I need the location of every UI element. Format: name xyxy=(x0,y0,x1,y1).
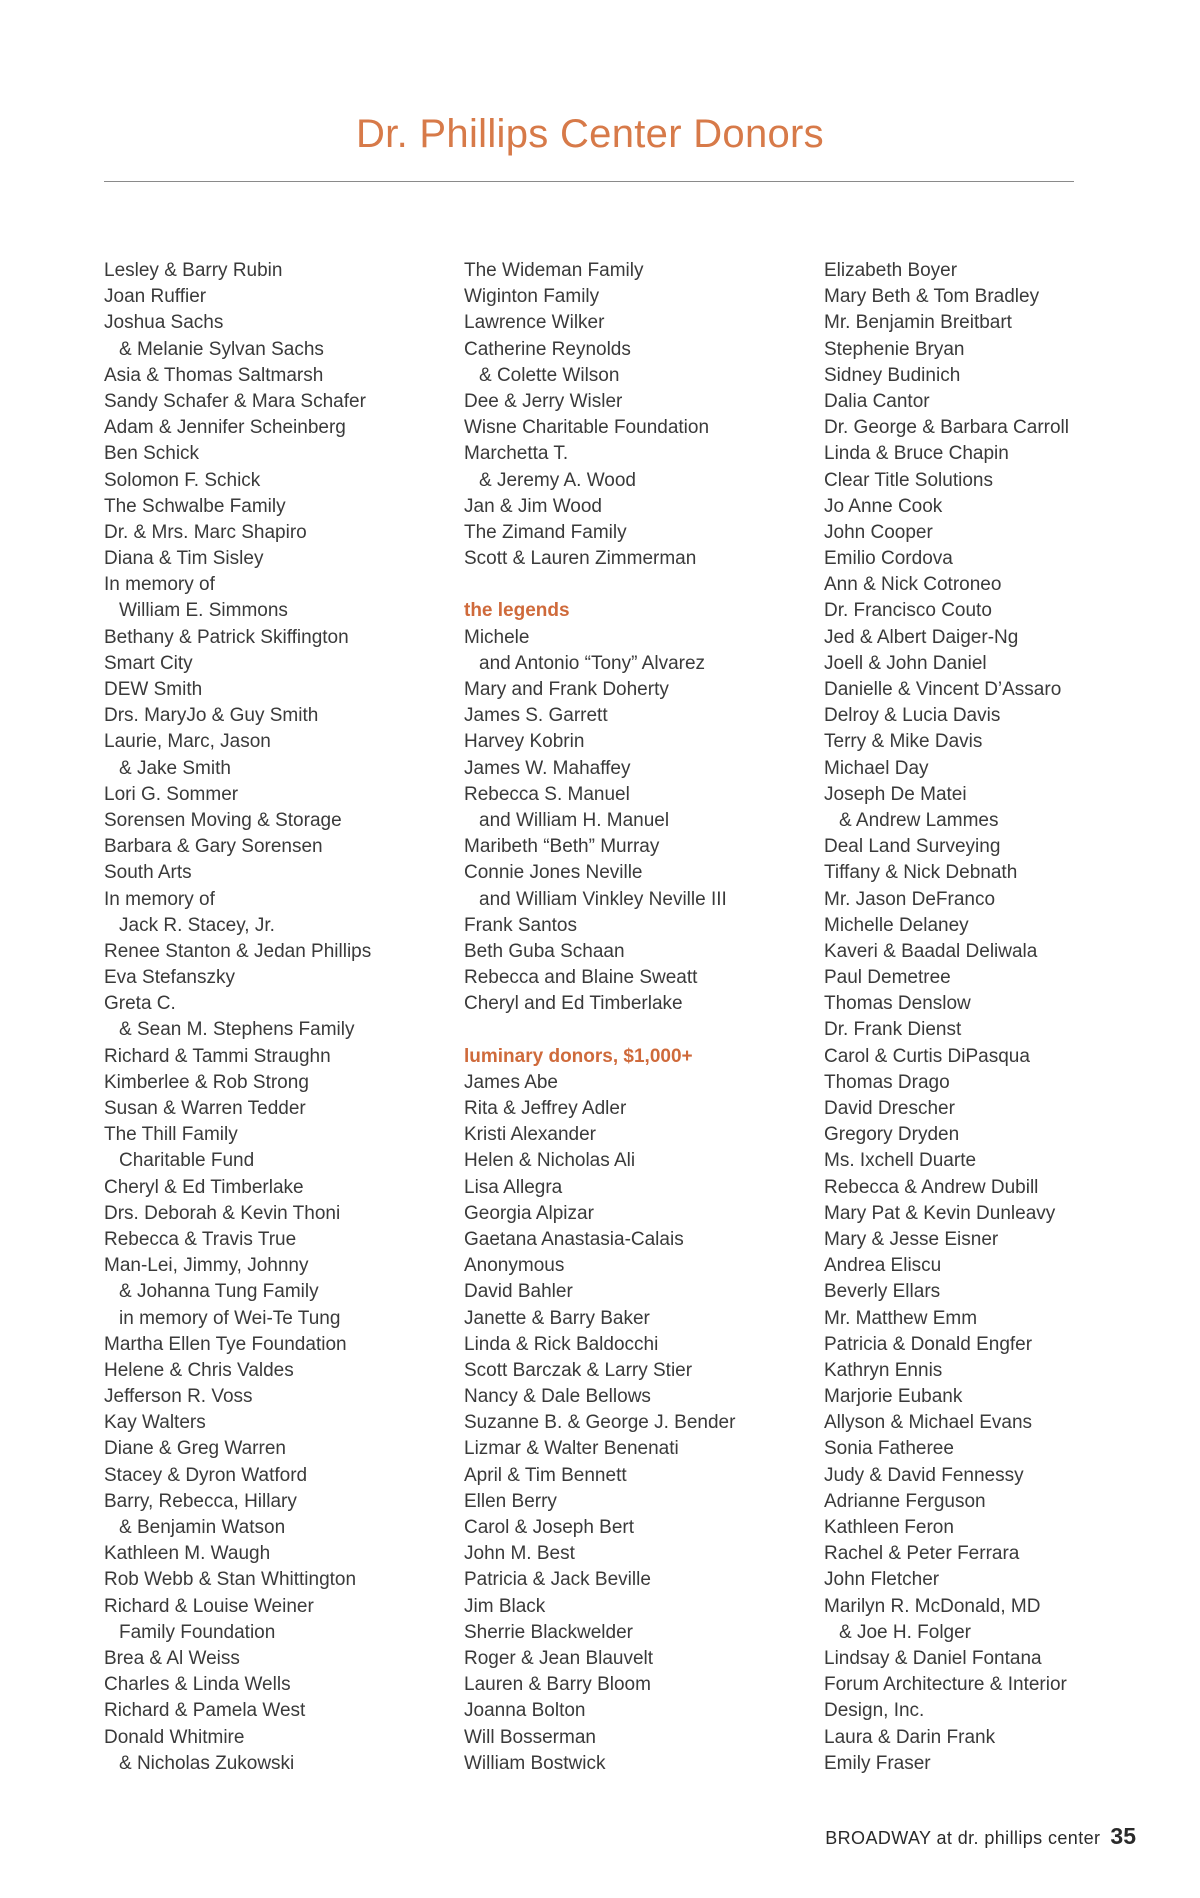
donor-name: Stephenie Bryan xyxy=(824,338,965,360)
donor-name: Joseph De Matei xyxy=(824,783,967,805)
donor-name: Sidney Budinich xyxy=(824,364,961,386)
donor-name: Drs. MaryJo & Guy Smith xyxy=(104,705,319,727)
donor-column-3 xyxy=(824,258,1169,1777)
donor-name: Janette & Barry Baker xyxy=(464,1307,650,1329)
donor-name: Sonia Fatheree xyxy=(824,1438,954,1460)
donor-name: Drs. Deborah & Kevin Thoni xyxy=(104,1202,341,1224)
donor-name: Sherrie Blackwelder xyxy=(464,1621,633,1643)
donor-name: Judy & David Fennessy xyxy=(824,1464,1024,1486)
donor-name: Cheryl and Ed Timberlake xyxy=(464,993,683,1015)
donor-name-continuation: & Jeremy A. Wood xyxy=(479,469,636,491)
donor-name: Design, Inc. xyxy=(824,1700,925,1722)
donor-name: Bethany & Patrick Skiffington xyxy=(104,626,349,648)
donor-name: Sandy Schafer & Mara Schafer xyxy=(104,390,366,412)
donor-name: Mary Pat & Kevin Dunleavy xyxy=(824,1202,1056,1224)
donor-name: Joshua Sachs xyxy=(104,312,224,334)
donor-name: Laurie, Marc, Jason xyxy=(104,731,271,753)
donor-name: Helen & Nicholas Ali xyxy=(464,1150,636,1172)
donor-name: Dr. George & Barbara Carroll xyxy=(824,417,1069,439)
donor-name: Paul Demetree xyxy=(824,967,951,989)
donor-name: Deal Land Surveying xyxy=(824,836,1001,858)
donor-name: Kay Walters xyxy=(104,1412,206,1434)
donor-name: Mary and Frank Doherty xyxy=(464,679,669,700)
donor-name: Lesley & Barry Rubin xyxy=(104,260,283,281)
donor-name-continuation: in memory of Wei-Te Tung xyxy=(119,1307,341,1329)
donor-name: Rebecca & Travis True xyxy=(104,1228,297,1250)
donor-name: Mr. Jason DeFranco xyxy=(824,888,996,910)
donor-name: Carol & Curtis DiPasqua xyxy=(824,1045,1030,1067)
donor-name: Scott Barczak & Larry Stier xyxy=(464,1359,693,1381)
donor-name-continuation: William E. Simmons xyxy=(119,600,288,622)
donor-name: David Bahler xyxy=(464,1281,573,1303)
donor-name: Richard & Pamela West xyxy=(104,1700,306,1722)
donor-name: Sorensen Moving & Storage xyxy=(104,809,342,831)
donor-name: John Cooper xyxy=(824,521,933,543)
donor-name: Dr. Frank Dienst xyxy=(824,1019,962,1041)
donor-name: Maribeth “Beth” Murray xyxy=(464,836,660,858)
donor-name: Frank Santos xyxy=(464,914,577,936)
donor-name: Thomas Denslow xyxy=(824,993,971,1015)
donor-name: Kathleen Feron xyxy=(824,1517,954,1538)
donor-name: Jefferson R. Voss xyxy=(104,1386,253,1408)
donor-name: William Bostwick xyxy=(464,1752,606,1774)
donor-name: Michele xyxy=(464,626,530,648)
donor-name: Lisa Allegra xyxy=(464,1176,563,1198)
donor-name: Lindsay & Daniel Fontana xyxy=(824,1647,1042,1669)
donor-name: Laura & Darin Frank xyxy=(824,1726,996,1748)
donor-name: Joell & John Daniel xyxy=(824,652,987,674)
page-title: Dr. Phillips Center Donors xyxy=(356,112,824,156)
donor-name: Richard & Louise Weiner xyxy=(104,1595,314,1617)
section-heading: the legends xyxy=(464,600,570,622)
donor-name: Rebecca S. Manuel xyxy=(464,783,630,805)
donor-name: Diana & Tim Sisley xyxy=(104,548,264,570)
donor-name: The Thill Family xyxy=(104,1124,238,1146)
donor-name: Wisne Charitable Foundation xyxy=(464,417,710,439)
donor-name: Mary & Jesse Eisner xyxy=(824,1228,999,1250)
donor-name: Marjorie Eubank xyxy=(824,1386,963,1408)
donor-name: Will Bosserman xyxy=(464,1726,596,1748)
donor-name: Forum Architecture & Interior xyxy=(824,1674,1067,1696)
donor-name: Nancy & Dale Bellows xyxy=(464,1386,651,1408)
donor-name: Beth Guba Schaan xyxy=(464,940,625,962)
donor-name: In memory of xyxy=(104,888,215,910)
donor-name: Joanna Bolton xyxy=(464,1700,586,1722)
donor-name: Adam & Jennifer Scheinberg xyxy=(104,417,346,439)
donor-name-continuation: and William Vinkley Neville III xyxy=(479,888,727,910)
donor-name: Mr. Benjamin Breitbart xyxy=(824,312,1012,334)
donor-name: Cheryl & Ed Timberlake xyxy=(104,1176,304,1198)
donor-name: Ann & Nick Cotroneo xyxy=(824,574,1002,596)
donor-name: Mary Beth & Tom Bradley xyxy=(824,286,1040,308)
donor-name: Martha Ellen Tye Foundation xyxy=(104,1333,347,1355)
donor-column-1 xyxy=(104,258,449,1777)
donor-name: Suzanne B. & George J. Bender xyxy=(464,1412,736,1434)
section-spacer xyxy=(464,1017,809,1043)
donor-name: Marchetta T. xyxy=(464,443,569,465)
donor-name: Greta C. xyxy=(104,993,176,1015)
donor-name: Richard & Tammi Straughn xyxy=(104,1045,331,1067)
donor-name: Stacey & Dyron Watford xyxy=(104,1464,308,1486)
donor-name: Tiffany & Nick Debnath xyxy=(824,862,1018,884)
donor-name: The Schwalbe Family xyxy=(104,495,286,517)
donor-name-continuation: Jack R. Stacey, Jr. xyxy=(119,914,275,936)
donor-name: DEW Smith xyxy=(104,679,203,700)
donor-name: Jed & Albert Daiger-Ng xyxy=(824,626,1019,648)
donor-name-continuation: & Andrew Lammes xyxy=(839,809,999,831)
donor-name: Catherine Reynolds xyxy=(464,338,631,360)
donor-name: Dalia Cantor xyxy=(824,390,930,412)
donor-name-continuation: Family Foundation xyxy=(119,1621,276,1643)
donor-name: Carol & Joseph Bert xyxy=(464,1517,635,1538)
donor-name: April & Tim Bennett xyxy=(464,1464,627,1486)
donor-name: Ellen Berry xyxy=(464,1490,557,1512)
donor-name: Rebecca and Blaine Sweatt xyxy=(464,967,698,989)
donor-name: Man-Lei, Jimmy, Johnny xyxy=(104,1255,309,1277)
donor-name-continuation: and William H. Manuel xyxy=(479,809,670,831)
donor-name: Lizmar & Walter Benenati xyxy=(464,1438,679,1460)
donor-name: Jan & Jim Wood xyxy=(464,495,602,517)
donor-name-continuation: & Melanie Sylvan Sachs xyxy=(119,338,324,360)
donor-name: Delroy & Lucia Davis xyxy=(824,705,1001,727)
donor-name: John Fletcher xyxy=(824,1569,940,1591)
donor-name: Clear Title Solutions xyxy=(824,469,993,491)
donor-name: James W. Mahaffey xyxy=(464,757,631,779)
donor-name: The Zimand Family xyxy=(464,521,627,543)
donor-name: Andrea Eliscu xyxy=(824,1255,942,1277)
donor-name: Roger & Jean Blauvelt xyxy=(464,1647,654,1669)
donor-name: Patricia & Jack Beville xyxy=(464,1569,651,1591)
donor-name-continuation: & Joe H. Folger xyxy=(839,1621,971,1643)
donor-name: Allyson & Michael Evans xyxy=(824,1412,1033,1434)
donor-name: Marilyn R. McDonald, MD xyxy=(824,1595,1041,1617)
donor-name-continuation: & Colette Wilson xyxy=(479,364,620,386)
donor-name: Michael Day xyxy=(824,757,929,779)
page-number: 35 xyxy=(1110,1823,1136,1849)
donor-name: Jo Anne Cook xyxy=(824,495,943,517)
donor-name: Wiginton Family xyxy=(464,286,600,308)
donor-name: Emily Fraser xyxy=(824,1752,931,1774)
donor-name: Thomas Drago xyxy=(824,1071,950,1093)
donor-name: South Arts xyxy=(104,862,192,884)
donor-name: Diane & Greg Warren xyxy=(104,1438,286,1460)
donor-name: Kimberlee & Rob Strong xyxy=(104,1071,309,1093)
donor-name: Ms. Ixchell Duarte xyxy=(824,1150,977,1172)
donor-name: Gregory Dryden xyxy=(824,1124,960,1146)
donor-name: Patricia & Donald Engfer xyxy=(824,1333,1033,1355)
donor-name: Emilio Cordova xyxy=(824,548,953,570)
donor-name-continuation: Charitable Fund xyxy=(119,1150,255,1172)
donor-name-continuation: & Nicholas Zukowski xyxy=(119,1752,295,1774)
donor-name: Dr. Francisco Couto xyxy=(824,600,992,622)
donor-name: David Drescher xyxy=(824,1098,955,1119)
donor-name: Gaetana Anastasia-Calais xyxy=(464,1228,684,1250)
publication-name: BROADWAY at dr. phillips center xyxy=(825,1828,1101,1848)
donor-name-continuation: & Jake Smith xyxy=(119,757,231,779)
donor-name: Rita & Jeffrey Adler xyxy=(464,1098,627,1119)
page-footer xyxy=(825,1823,1136,1850)
donor-name: Donald Whitmire xyxy=(104,1726,245,1748)
donor-name: In memory of xyxy=(104,574,215,596)
donor-name: Joan Ruffier xyxy=(104,286,207,308)
donor-name: Rob Webb & Stan Whittington xyxy=(104,1569,357,1591)
donor-name: Connie Jones Neville xyxy=(464,862,643,884)
donor-name: Rachel & Peter Ferrara xyxy=(824,1543,1020,1565)
donor-column-2 xyxy=(464,258,809,1777)
donor-name: Eva Stefanszky xyxy=(104,967,235,989)
donor-name: John M. Best xyxy=(464,1543,575,1565)
donor-name: Mr. Matthew Emm xyxy=(824,1307,978,1329)
donor-name: Anonymous xyxy=(464,1255,565,1277)
donor-name: Barry, Rebecca, Hillary xyxy=(104,1490,297,1512)
donor-name: Brea & Al Weiss xyxy=(104,1647,240,1669)
donor-name: Susan & Warren Tedder xyxy=(104,1098,306,1119)
donor-name: Georgia Alpizar xyxy=(464,1202,594,1224)
donor-name-continuation: & Sean M. Stephens Family xyxy=(119,1019,355,1041)
donor-name-continuation: and Antonio “Tony” Alvarez xyxy=(479,652,706,674)
donor-name: Dee & Jerry Wisler xyxy=(464,390,623,412)
donor-name: Danielle & Vincent D’Assaro xyxy=(824,679,1062,700)
section-heading: luminary donors, $1,000+ xyxy=(464,1045,693,1067)
donor-name: Smart City xyxy=(104,652,193,674)
donor-name: Kristi Alexander xyxy=(464,1124,597,1146)
donor-name: Renee Stanton & Jedan Phillips xyxy=(104,940,372,962)
donor-name: Elizabeth Boyer xyxy=(824,260,958,281)
donor-name: Helene & Chris Valdes xyxy=(104,1359,294,1381)
donor-name: Solomon F. Schick xyxy=(104,469,261,491)
donor-name: Terry & Mike Davis xyxy=(824,731,983,753)
donor-name: Dr. & Mrs. Marc Shapiro xyxy=(104,521,307,543)
donor-name-continuation: & Johanna Tung Family xyxy=(119,1281,319,1303)
donor-name: Lawrence Wilker xyxy=(464,312,605,334)
title-divider xyxy=(104,181,1074,182)
donor-name: Barbara & Gary Sorensen xyxy=(104,836,323,858)
donor-name: James S. Garrett xyxy=(464,705,608,727)
donor-name: Lori G. Sommer xyxy=(104,783,239,805)
donor-name: Kaveri & Baadal Deliwala xyxy=(824,940,1038,962)
donor-name: Kathryn Ennis xyxy=(824,1359,943,1381)
section-spacer xyxy=(464,572,809,598)
donor-name: Adrianne Ferguson xyxy=(824,1490,986,1512)
donor-name: Ben Schick xyxy=(104,443,200,465)
donor-name: Linda & Rick Baldocchi xyxy=(464,1333,659,1355)
donor-name: The Wideman Family xyxy=(464,260,644,281)
donor-name: Asia & Thomas Saltmarsh xyxy=(104,364,324,386)
donor-name: Jim Black xyxy=(464,1595,546,1617)
donor-name: Kathleen M. Waugh xyxy=(104,1543,271,1565)
donor-name: Rebecca & Andrew Dubill xyxy=(824,1176,1039,1198)
donor-name-continuation: & Benjamin Watson xyxy=(119,1517,286,1538)
donor-name: Linda & Bruce Chapin xyxy=(824,443,1009,465)
donor-name: Michelle Delaney xyxy=(824,914,969,936)
donor-name: James Abe xyxy=(464,1071,558,1093)
donor-name: Lauren & Barry Bloom xyxy=(464,1674,651,1696)
donor-name: Charles & Linda Wells xyxy=(104,1674,291,1696)
donor-name: Scott & Lauren Zimmerman xyxy=(464,548,697,570)
donor-name: Beverly Ellars xyxy=(824,1281,941,1303)
donor-name: Harvey Kobrin xyxy=(464,731,585,753)
